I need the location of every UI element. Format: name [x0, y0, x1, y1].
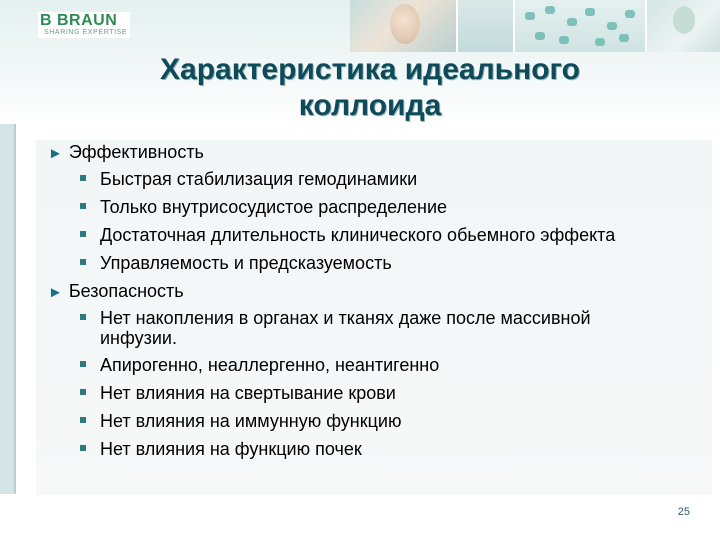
photo-lab — [458, 0, 513, 52]
section-heading-efficacy: ► Эффективность — [48, 142, 204, 162]
arrow-bullet-icon: ► — [48, 145, 63, 162]
title-line-2: коллоида — [298, 89, 442, 122]
left-accent-bar — [0, 124, 14, 494]
slide-title — [100, 52, 640, 124]
list-item: Нет влияния на свертывание крови — [80, 383, 396, 404]
brand-logo — [38, 12, 130, 38]
square-bullet-icon — [80, 314, 86, 320]
list-item: Управляемость и предсказуемость — [80, 253, 392, 274]
photo-vials — [515, 0, 645, 52]
square-bullet-icon — [80, 203, 86, 209]
square-bullet-icon — [80, 389, 86, 395]
list-item: Только внутрисосудистое распределение — [80, 197, 447, 218]
brand-tagline: SHARING EXPERTISE — [44, 29, 128, 36]
page-number: 25 — [677, 506, 690, 518]
list-item: Нет влияния на функцию почек — [80, 439, 362, 460]
section-heading-safety: ► Безопасность — [48, 281, 184, 301]
arrow-bullet-icon: ► — [48, 284, 63, 301]
slide-header — [0, 0, 720, 125]
brand-name: B BRAUN — [40, 12, 118, 29]
list-item: Апирогенно, неаллергенно, неантигенно — [80, 355, 439, 376]
left-accent-line — [14, 124, 16, 494]
square-bullet-icon — [80, 445, 86, 451]
list-item: Достаточная длительность клинического обьемного эффекта — [80, 225, 615, 246]
square-bullet-icon — [80, 361, 86, 367]
list-item: Быстрая стабилизация гемодинамики — [80, 169, 417, 190]
photo-doctor — [647, 0, 720, 52]
list-item: Нет накопления в органах и тканях даже после массивной инфузии. — [80, 308, 670, 348]
square-bullet-icon — [80, 231, 86, 237]
content-panel — [36, 140, 712, 495]
photo-nurse — [350, 0, 456, 52]
square-bullet-icon — [80, 417, 86, 423]
list-item: Нет влияния на иммунную функцию — [80, 411, 401, 432]
square-bullet-icon — [80, 259, 86, 265]
title-line-1: Характеристика идеального — [160, 53, 580, 86]
square-bullet-icon — [80, 175, 86, 181]
header-photo-strip — [350, 0, 720, 52]
